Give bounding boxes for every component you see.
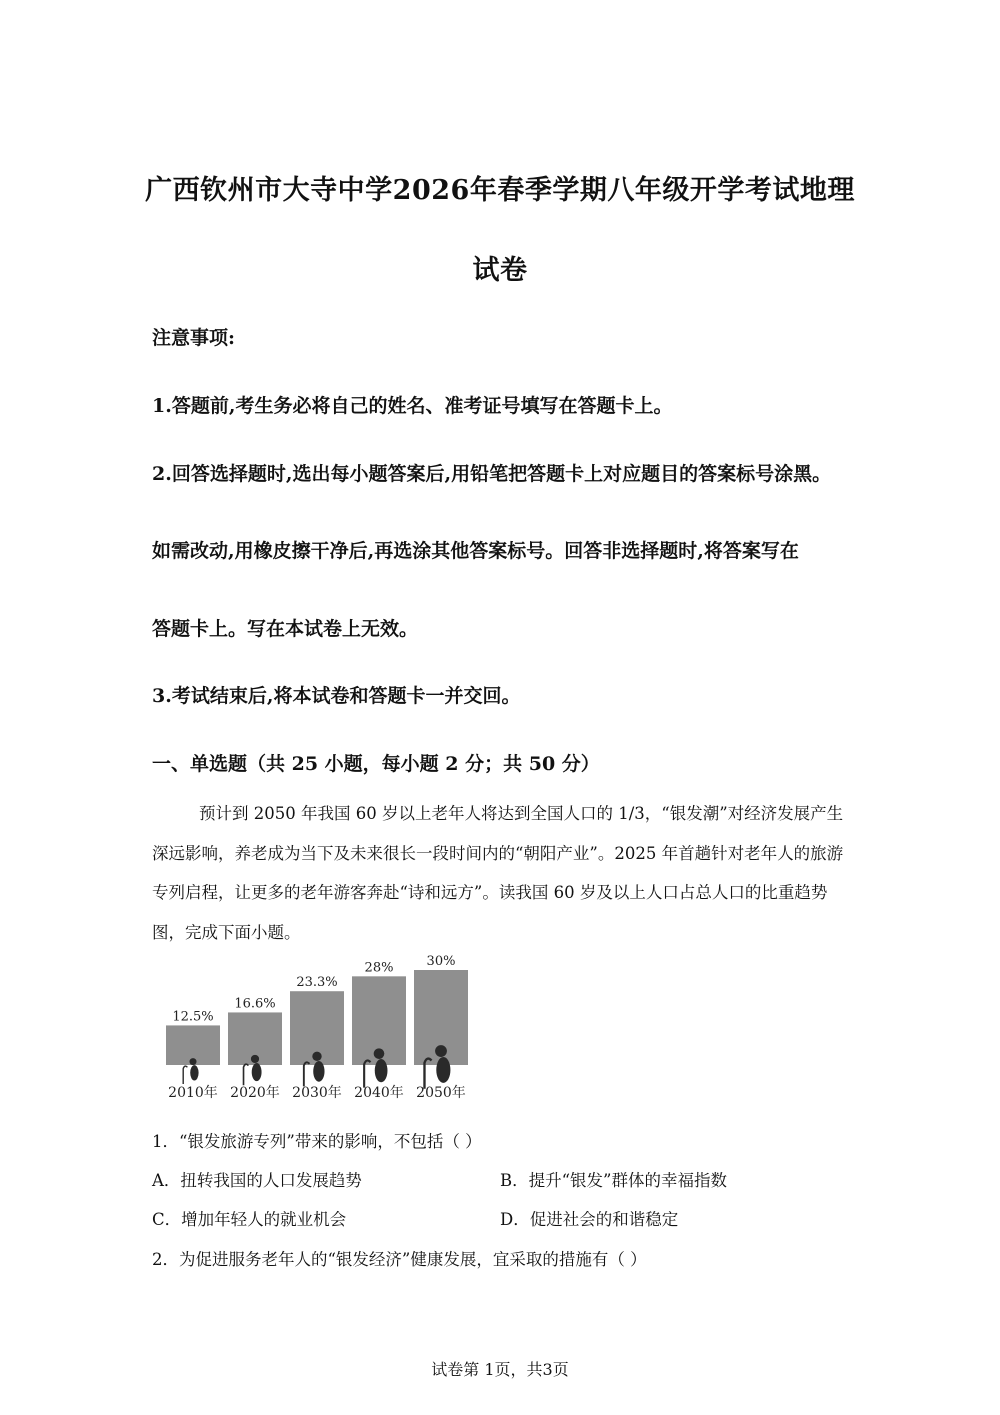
question-1-stem: 1．“银发旅游专列”带来的影响，不包括（ ） <box>152 1132 482 1151</box>
figure-cane <box>304 1062 310 1086</box>
question-intro <box>152 794 852 952</box>
chart-value-label: 23.3% <box>296 975 338 991</box>
figure-body <box>190 1065 198 1080</box>
chart-category-label: 2050年 <box>416 1085 466 1101</box>
question-1-option-a: A．扭转我国的人口发展趋势 <box>152 1171 362 1190</box>
question-1-option-d: D．促进社会的和谐稳定 <box>500 1210 679 1229</box>
notice-item-3: 3.考试结束后,将本试卷和答题卡一并交回。 <box>152 685 521 707</box>
aging-population-chart <box>160 955 480 1105</box>
notice-item-2-line-2: 如需改动,用橡皮擦干净后,再选涂其他答案标号。回答非选择题时,将答案写在 <box>152 540 799 562</box>
figure-body <box>252 1063 262 1081</box>
question-intro-text: 预计到 2050 年我国 60 岁以上老年人将达到全国人口的 1/3，“银发潮”对经济发展产生深远影响，养老成为当下及未来很长一段时间内的“朝阳产业”。2025 年首趟针对老年人的旅游专列启程，让更多的老年游客奔赴“诗和远方”。读我国 60 岁及以上人口占总人口的比重趋势图，完成下面小题。 <box>152 804 844 942</box>
question-1-option-c: C．增加年轻人的就业机会 <box>152 1210 347 1229</box>
notice-item-2-line-1: 2.回答选择题时,选出每小题答案后,用铅笔把答题卡上对应题目的答案标号涂黑。 <box>152 463 832 485</box>
notice-item-2-line-3: 答题卡上。写在本试卷上无效。 <box>152 618 419 640</box>
section-heading: 一、单选题（共 25 小题，每小题 2 分；共 50 分） <box>152 753 600 775</box>
chart-value-label: 30% <box>426 955 456 969</box>
chart-category-label: 2010年 <box>168 1085 218 1101</box>
figure-body <box>436 1057 450 1083</box>
figure-head <box>251 1055 259 1063</box>
figure-body <box>313 1061 324 1082</box>
chart-category-label: 2040年 <box>354 1085 404 1101</box>
notice-heading: 注意事项: <box>152 327 236 349</box>
figure-head <box>374 1048 385 1059</box>
figure-cane <box>183 1066 187 1084</box>
page-footer: 试卷第 1页，共3页 <box>431 1360 569 1379</box>
chart-value-label: 12.5% <box>172 1009 214 1025</box>
figure-cane <box>244 1064 249 1085</box>
chart-category-label: 2020年 <box>230 1085 280 1101</box>
figure-head <box>435 1045 447 1057</box>
figure-head <box>312 1052 321 1061</box>
exam-title-continued: 试卷 <box>472 255 528 286</box>
figure-body <box>375 1059 388 1082</box>
question-1-option-b: B．提升“银发”群体的幸福指数 <box>500 1171 727 1190</box>
chart-category-label: 2030年 <box>292 1085 342 1101</box>
chart-value-label: 16.6% <box>234 996 276 1012</box>
question-2-stem: 2．为促进服务老年人的“银发经济”健康发展，宜采取的措施有（ ） <box>152 1250 647 1269</box>
exam-title: 广西钦州市大寺中学2026年春季学期八年级开学考试地理 <box>145 175 855 206</box>
notice-item-1: 1.答题前,考生务必将自己的姓名、准考证号填写在答题卡上。 <box>152 395 673 417</box>
figure-head <box>190 1058 197 1065</box>
chart-value-label: 28% <box>364 960 394 976</box>
